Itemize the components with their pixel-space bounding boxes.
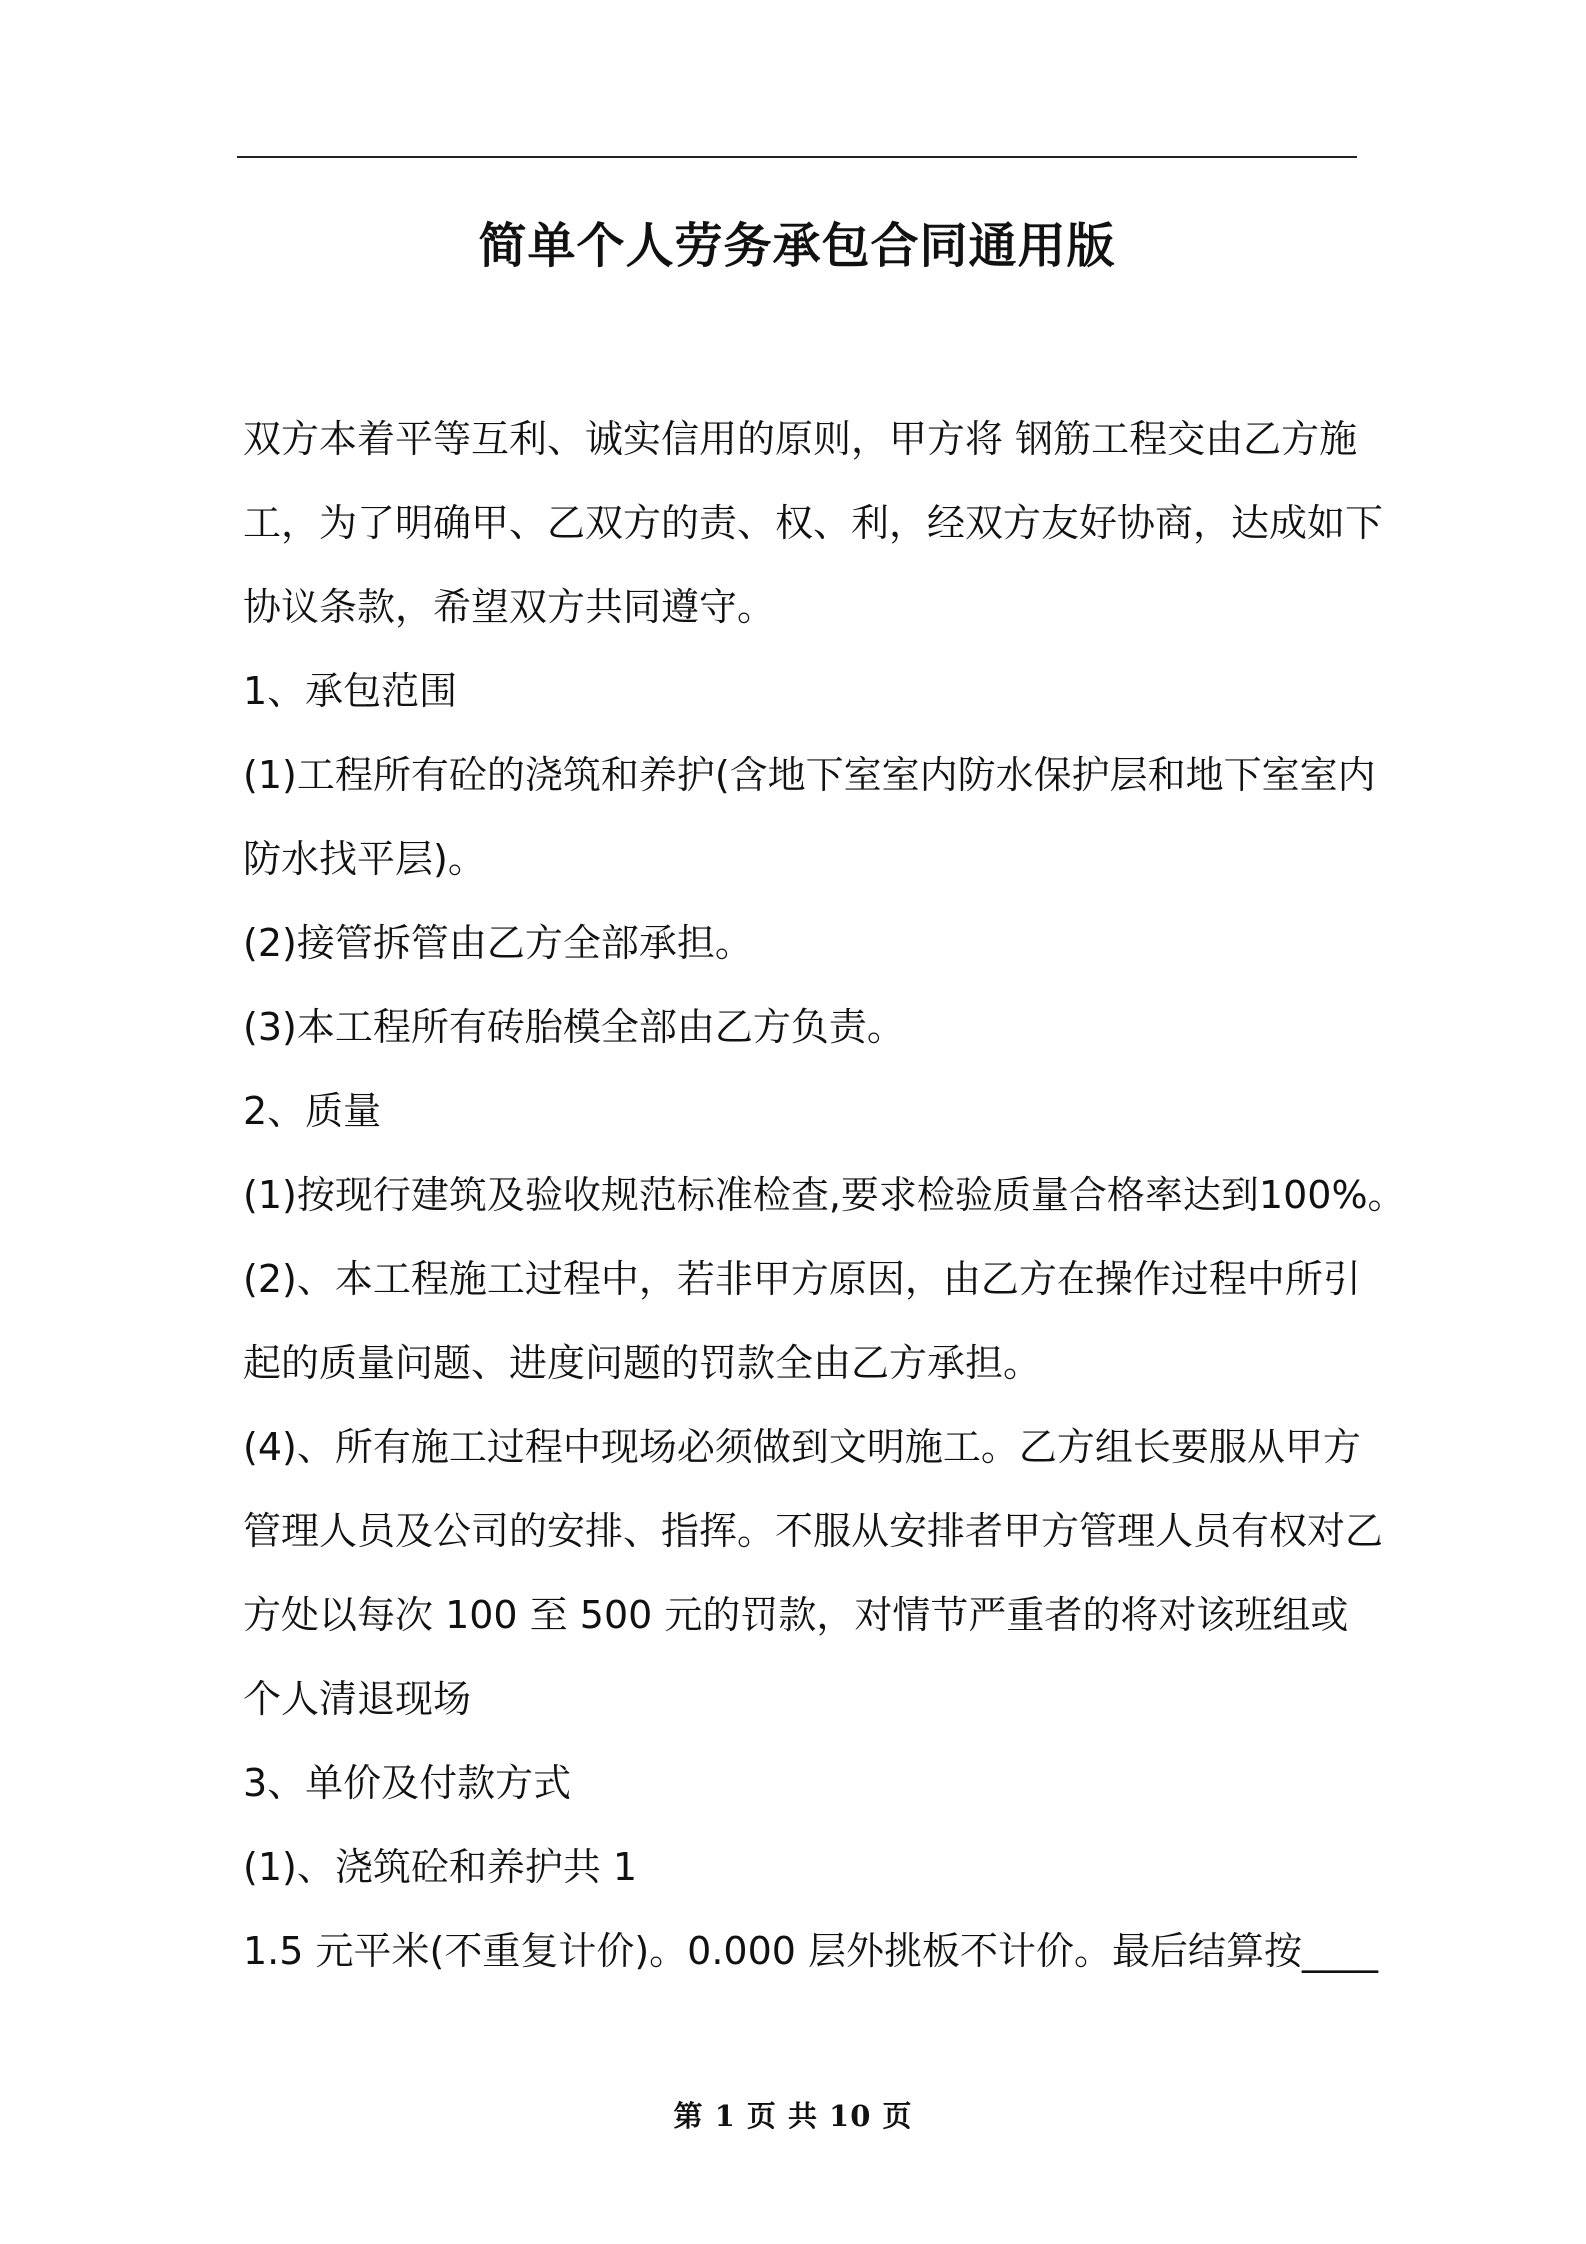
- section-heading-payment: 3、单价及付款方式: [243, 1761, 572, 1805]
- scope-item-1: (1)工程所有砼的浇筑和养护(含地下室室内防水保护层和地下室室内防水找平层)。: [243, 753, 1376, 881]
- quality-item-2: (2)、本工程施工过程中，若非甲方原因，由乙方在操作过程中所引起的质量问题、进度问题的罚款全由乙方承担。: [243, 1257, 1361, 1385]
- scope-item-2: (2)接管拆管由乙方全部承担。: [243, 921, 753, 965]
- section-heading-quality: 2、质量: [243, 1089, 382, 1133]
- header-rule: [237, 156, 1357, 158]
- intro-paragraph: 双方本着平等互利、诚实信用的原则，甲方将 钢筋工程交由乙方施工，为了明确甲、乙双方的责、权、利，经双方友好协商，达成如下协议条款，希望双方共同遵守。: [243, 417, 1384, 629]
- payment-item-1-continued: 1.5 元平米(不重复计价)。0.000 层外挑板不计价。最后结算按____: [243, 1929, 1379, 1973]
- page-number-footer: 第 1 页 共 10 页: [673, 2099, 913, 2133]
- document-title: 简单个人劳务承包合同通用版: [478, 218, 1116, 274]
- payment-item-1: (1)、浇筑砼和养护共 1: [243, 1845, 638, 1889]
- quality-item-1: (1)按现行建筑及验收规范标准检查,要求检验质量合格率达到100%。: [243, 1173, 1406, 1217]
- quality-item-4: (4)、所有施工过程中现场必须做到文明施工。乙方组长要服从甲方管理人员及公司的安排、指挥。不服从安排者甲方管理人员有权对乙方处以每次 100 至 500 元的罚款，对情节严重者的将对该班组或个人清退现场: [243, 1425, 1384, 1721]
- document-body: [243, 397, 1406, 1993]
- section-heading-scope: 1、承包范围: [243, 669, 458, 713]
- scope-item-3: (3)本工程所有砖胎模全部由乙方负责。: [243, 1005, 905, 1049]
